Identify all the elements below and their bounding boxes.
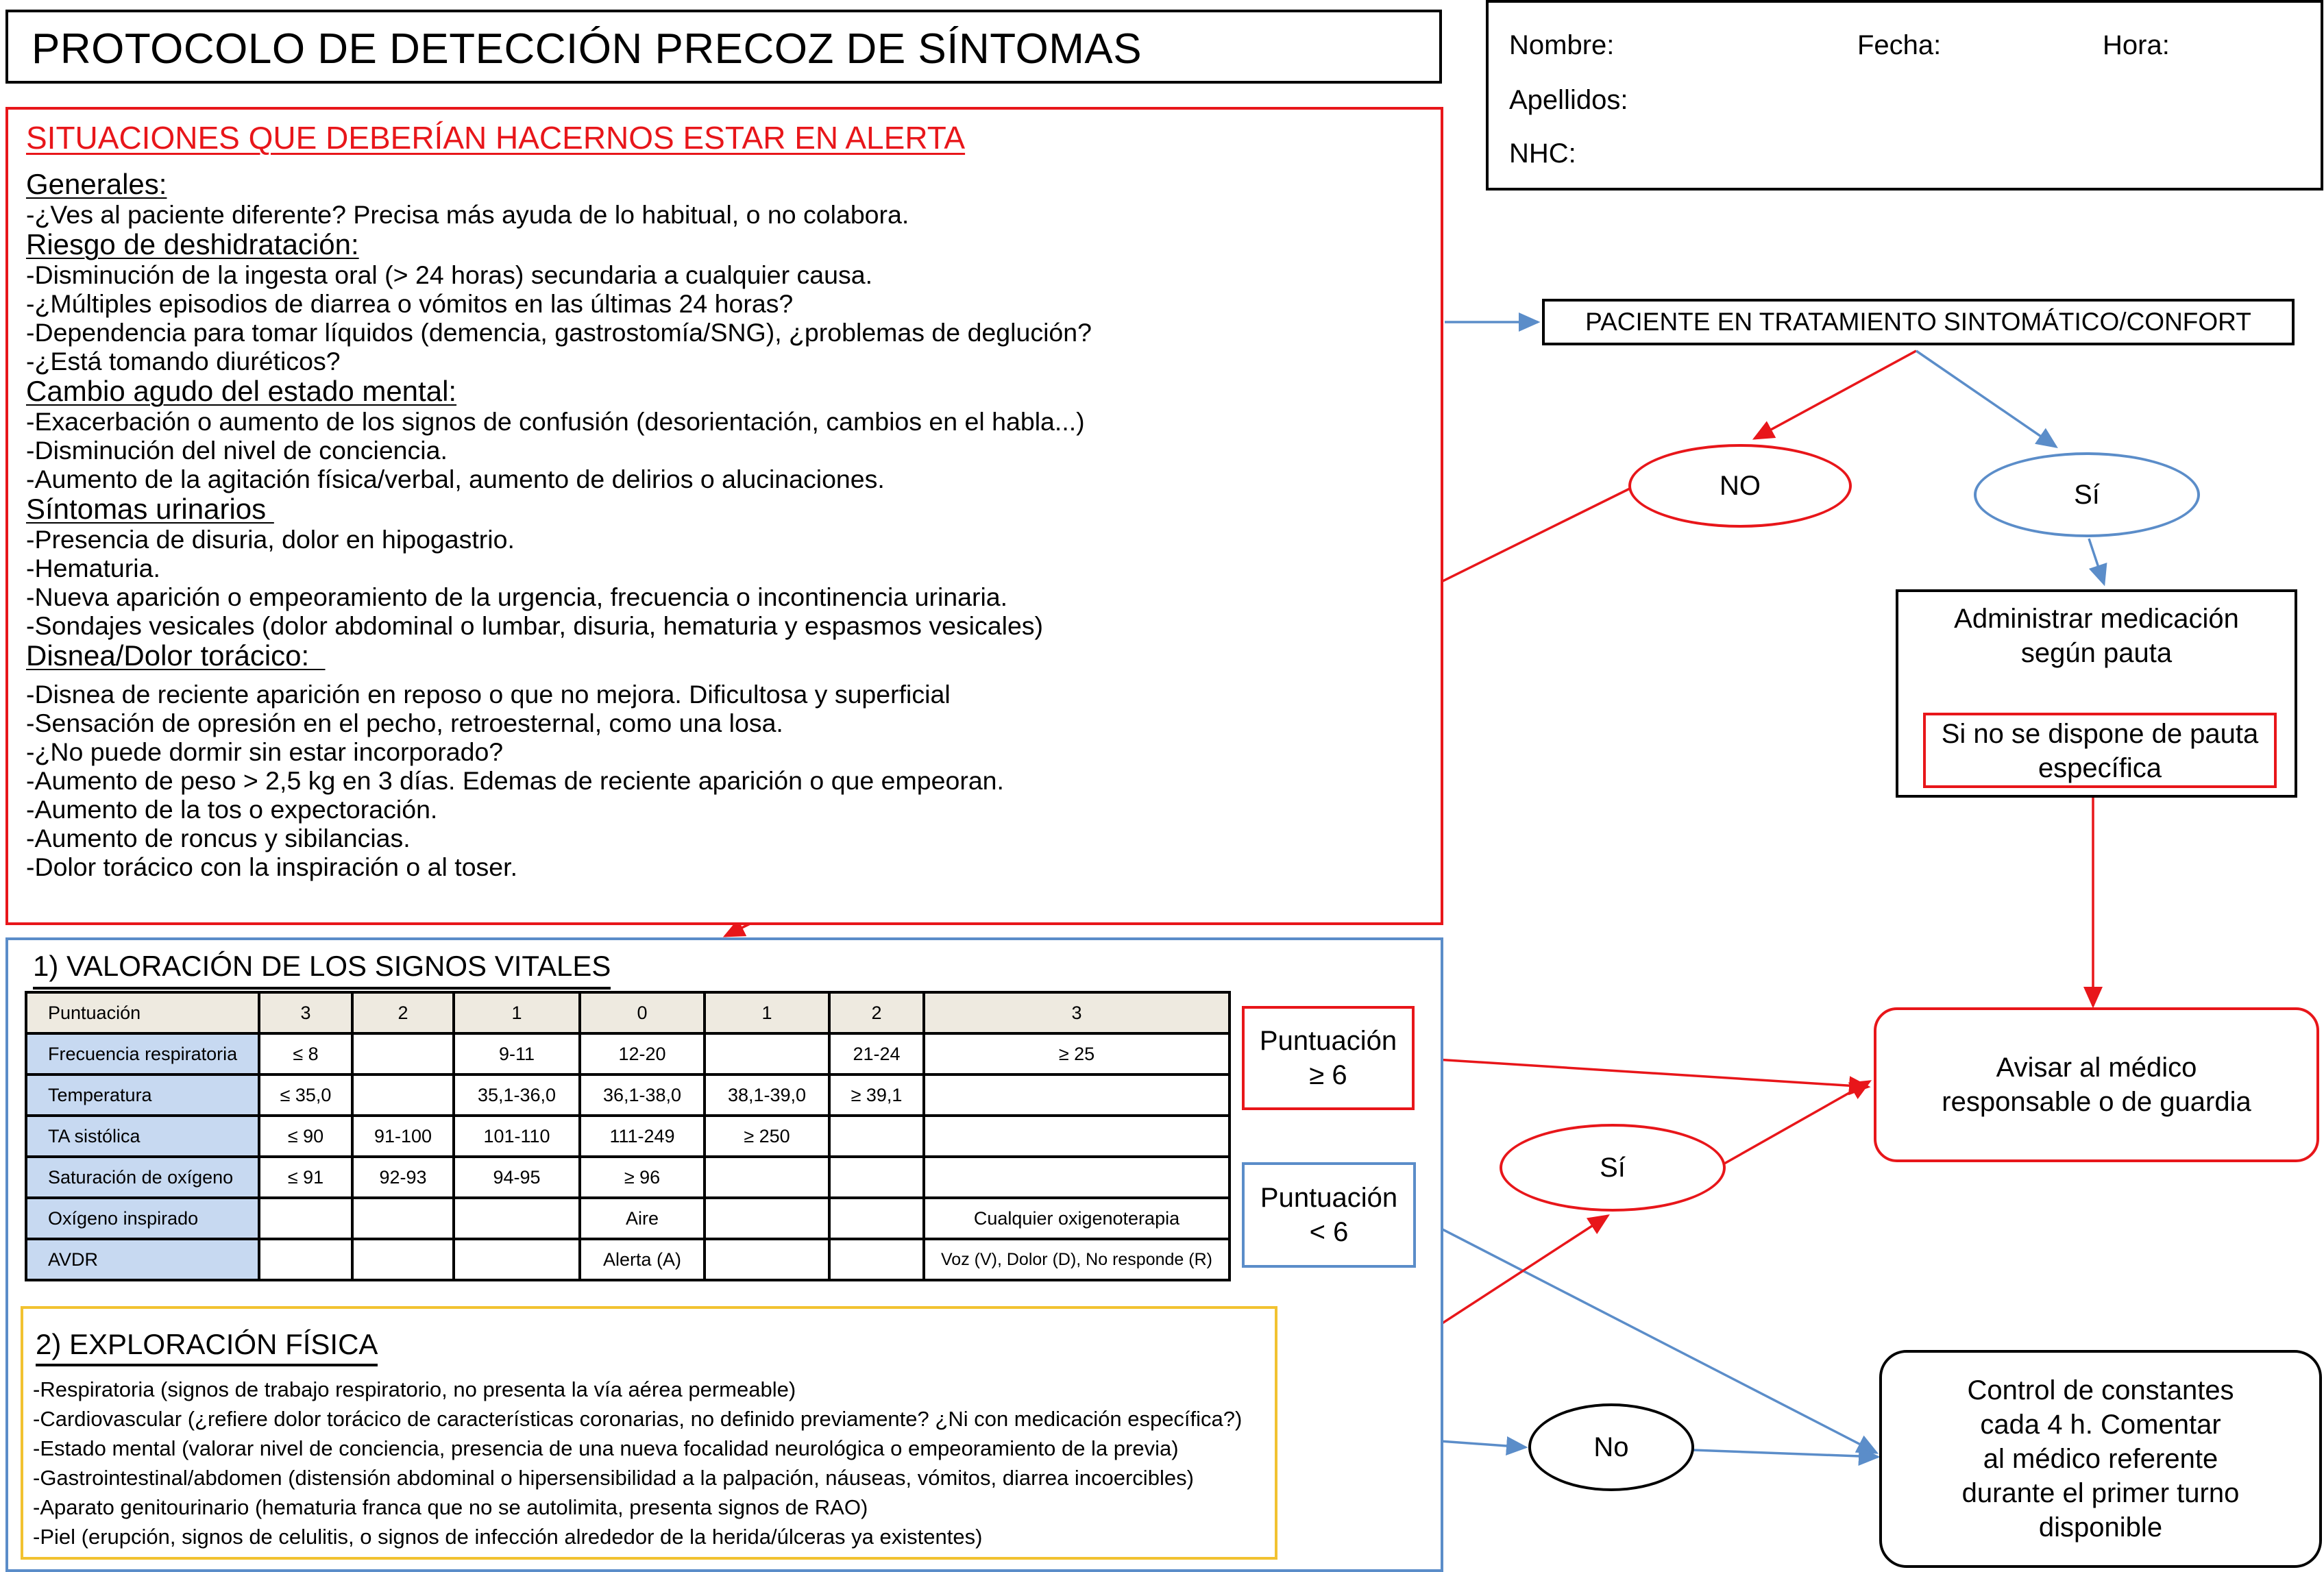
alert-line: -¿Múltiples episodios de diarrea o vómitos en las últimas 24 horas?: [26, 289, 794, 318]
alert-line: -Disminución de la ingesta oral (> 24 horas) secundaria a cualquier causa.: [26, 260, 873, 289]
exam-line: -Respiratoria (signos de trabajo respiratorio, no presenta la vía aérea permeable): [33, 1377, 796, 1401]
section-title: Generales:: [26, 168, 167, 200]
table-cell: ≤ 90: [259, 1116, 352, 1157]
administrar-line-2: según pauta: [2020, 638, 2173, 668]
table-cell: 111-249: [580, 1116, 705, 1157]
table-header-cell: 3: [259, 992, 352, 1033]
decision-si-upper: [1974, 452, 2200, 537]
puntuacion-ge6-line-2: ≥ 6: [1309, 1060, 1347, 1090]
control-line-5: disponible: [2038, 1512, 2163, 1543]
alert-line: -Presencia de disuria, dolor en hipogastrio.: [26, 525, 515, 554]
table-cell: [924, 1116, 1230, 1157]
table-cell: ≤ 91: [259, 1157, 352, 1198]
table-cell: [705, 1157, 829, 1198]
avisar-medico-box: [1874, 1007, 2319, 1162]
alert-line: -Hematuria.: [26, 554, 160, 582]
control-line-2: cada 4 h. Comentar: [1980, 1410, 2221, 1440]
table-header-cell: 0: [580, 992, 705, 1033]
table-cell: [829, 1157, 924, 1198]
table-cell: ≤ 8: [259, 1033, 352, 1074]
table-cell: ≥ 96: [580, 1157, 705, 1198]
table-header-row: [26, 992, 1230, 1033]
hora-label: Hora:: [2103, 30, 2170, 60]
table-header-cell: 2: [352, 992, 454, 1033]
table-row-label: Oxígeno inspirado: [26, 1198, 259, 1239]
table-cell: 38,1-39,0: [705, 1074, 829, 1116]
paciente-tratamiento-box: [1542, 299, 2295, 345]
table-cell: 101-110: [454, 1116, 580, 1157]
decision-si-lower-label: Sí: [1600, 1153, 1626, 1183]
table-row-label: Temperatura: [26, 1074, 259, 1116]
vital-signs-table: [25, 991, 1231, 1281]
table-cell: [454, 1198, 580, 1239]
table-row: [26, 1198, 1230, 1239]
avisar-line-1: Avisar al médico: [1996, 1053, 2197, 1083]
control-line-1: Control de constantes: [1967, 1375, 2234, 1405]
patient-info-box: [1486, 0, 2323, 191]
table-cell: [924, 1157, 1230, 1198]
table-row: [26, 1239, 1230, 1280]
alert-line: -Aumento de la agitación física/verbal, aumento de delirios o alucinaciones.: [26, 465, 885, 493]
table-cell: [705, 1239, 829, 1280]
exam-line: -Piel (erupción, signos de celulitis, o signos de infección alrededor de la herida/úlceras ya existentes): [33, 1525, 983, 1549]
puntuacion-lt6-line-1: Puntuación: [1260, 1183, 1398, 1213]
table-cell: ≥ 25: [924, 1033, 1230, 1074]
table-cell: Voz (V), Dolor (D), No responde (R): [924, 1239, 1230, 1280]
table-cell: [705, 1198, 829, 1239]
alert-line: -Sondajes vesicales (dolor abdominal o lumbar, disuria, hematuria y espasmos vesicales): [26, 611, 1044, 640]
table-cell: [829, 1116, 924, 1157]
table-cell: [352, 1033, 454, 1074]
table-cell: ≤ 35,0: [259, 1074, 352, 1116]
decision-si-lower: [1500, 1124, 1726, 1212]
alert-heading: SITUACIONES QUE DEBERÍAN HACERNOS ESTAR EN ALERTA: [26, 120, 966, 156]
pauta-line-2: específica: [2038, 753, 2162, 783]
alert-line: -¿No puede dormir sin estar incorporado?: [26, 737, 504, 766]
decision-no-upper: [1628, 444, 1852, 528]
table-row-label: Frecuencia respiratoria: [26, 1033, 259, 1074]
arrow-si-to-administrar: [2089, 539, 2104, 584]
table-row: [26, 1074, 1230, 1116]
puntuacion-ge6-box: [1242, 1006, 1415, 1110]
table-cell: 36,1-38,0: [580, 1074, 705, 1116]
section-title: Disnea/Dolor torácico:: [26, 639, 326, 672]
nombre-label: Nombre:: [1509, 30, 1615, 60]
table-cell: [829, 1198, 924, 1239]
alert-line: -¿Ves al paciente diferente? Precisa más ayuda de lo habitual, o no colabora.: [26, 200, 909, 229]
table-cell: 12-20: [580, 1033, 705, 1074]
table-cell: 21-24: [829, 1033, 924, 1074]
apellidos-label: Apellidos:: [1509, 85, 1628, 115]
table-cell: Cualquier oxigenoterapia: [924, 1198, 1230, 1239]
page-title: PROTOCOLO DE DETECCIÓN PRECOZ DE SÍNTOMAS: [32, 25, 1142, 73]
table-row-label: AVDR: [26, 1239, 259, 1280]
fecha-label: Fecha:: [1857, 30, 1942, 60]
table-header-cell: 3: [924, 992, 1230, 1033]
alert-line: -Aumento de roncus y sibilancias.: [26, 824, 411, 852]
table-cell: [454, 1239, 580, 1280]
table-cell: [352, 1239, 454, 1280]
table-row: [26, 1033, 1230, 1074]
physical-exam-heading: 2) EXPLORACIÓN FÍSICA: [36, 1328, 378, 1366]
table-cell: [259, 1239, 352, 1280]
table-cell: [259, 1198, 352, 1239]
puntuacion-lt6-box: [1242, 1162, 1416, 1268]
table-row-label: Saturación de oxígeno: [26, 1157, 259, 1198]
exam-line: -Estado mental (valorar nivel de conciencia, presencia de una nueva focalidad neurológica o empeoramiento de la previa): [33, 1436, 1179, 1460]
paciente-tratamiento-label: PACIENTE EN TRATAMIENTO SINTOMÁTICO/CONFORT: [1585, 308, 2251, 336]
alert-line: -Aumento de la tos o expectoración.: [26, 795, 438, 824]
alert-line: -Disminución del nivel de conciencia.: [26, 436, 448, 465]
control-constantes-box: [1879, 1350, 2322, 1568]
table-header-cell: 2: [829, 992, 924, 1033]
arrow-silower-to-avisar: [1724, 1081, 1870, 1164]
section-title: Síntomas urinarios: [26, 493, 274, 525]
table-row: [26, 1116, 1230, 1157]
arrow-nolower-to-control: [1693, 1450, 1878, 1457]
alert-line: -Nueva aparición o empeoramiento de la urgencia, frecuencia o incontinencia urinaria.: [26, 582, 1008, 611]
avisar-line-2: responsable o de guardia: [1942, 1087, 2251, 1117]
alert-line: -Sensación de opresión en el pecho, retroesternal, como una losa.: [26, 709, 783, 737]
decision-no-lower: [1528, 1403, 1694, 1491]
control-line-4: durante el primer turno: [1961, 1478, 2240, 1508]
alert-situations-box: [5, 107, 1443, 925]
exam-line: -Aparato genitourinario (hematuria franca que no se autolimita, presenta signos de RAO): [33, 1495, 868, 1519]
table-cell: 35,1-36,0: [454, 1074, 580, 1116]
administrar-medicacion-box: [1896, 589, 2297, 798]
decision-si-upper-label: Sí: [2074, 480, 2100, 510]
alert-line: -¿Está tomando diuréticos?: [26, 347, 341, 376]
nhc-label: NHC:: [1509, 138, 1576, 169]
table-row: [26, 1157, 1230, 1198]
section-title: Cambio agudo del estado mental:: [26, 375, 457, 407]
table-cell: [352, 1074, 454, 1116]
alert-line: -Disnea de reciente aparición en reposo o que no mejora. Dificultosa y superficial: [26, 680, 951, 709]
table-cell: Alerta (A): [580, 1239, 705, 1280]
puntuacion-ge6-line-1: Puntuación: [1259, 1026, 1397, 1056]
decision-no-lower-label: No: [1593, 1432, 1629, 1462]
table-cell: 92-93: [352, 1157, 454, 1198]
table-cell: ≥ 250: [705, 1116, 829, 1157]
arrow-ge6-to-avisar: [1415, 1058, 1868, 1087]
pauta-line-1: Si no se dispone de pauta: [1941, 719, 2259, 749]
section-title: Riesgo de deshidratación:: [26, 228, 359, 260]
exam-line: -Cardiovascular (¿refiere dolor torácico de características coronarias, no definido previamente? ¿Ni con medicación específica?): [33, 1407, 1243, 1431]
alert-line: -Dolor torácico con la inspiración o al toser.: [26, 852, 518, 881]
table-cell: 91-100: [352, 1116, 454, 1157]
arrow-paciente-to-no: [1754, 351, 1916, 439]
arrow-paciente-to-si: [1916, 351, 2056, 447]
pauta-especifica-box: [1923, 713, 2277, 788]
table-cell: 94-95: [454, 1157, 580, 1198]
table-row-label: TA sistólica: [26, 1116, 259, 1157]
control-line-3: al médico referente: [1983, 1444, 2218, 1474]
table-cell: [829, 1239, 924, 1280]
table-header-cell: Puntuación: [26, 992, 259, 1033]
table-cell: 9-11: [454, 1033, 580, 1074]
table-cell: ≥ 39,1: [829, 1074, 924, 1116]
physical-exam-box: [21, 1306, 1277, 1560]
table-cell: [924, 1074, 1230, 1116]
table-cell: Aire: [580, 1198, 705, 1239]
title-box: [5, 10, 1442, 84]
decision-no-upper-label: NO: [1720, 471, 1761, 501]
exam-line: -Gastrointestinal/abdomen (distensión abdominal o hipersensibilidad a la palpación, náuseas, vómitos, diarrea incoercibles): [33, 1466, 1194, 1490]
alert-line: -Aumento de peso > 2,5 kg en 3 días. Edemas de reciente aparición o que empeoran.: [26, 766, 1004, 795]
alert-content: [26, 169, 1427, 881]
table-cell: [705, 1033, 829, 1074]
administrar-line-1: Administrar medicación: [1954, 604, 2239, 634]
vital-signs-heading: 1) VALORACIÓN DE LOS SIGNOS VITALES: [33, 950, 611, 990]
alert-line: -Exacerbación o aumento de los signos de confusión (desorientación, cambios en el habla...): [26, 407, 1085, 436]
table-cell: [352, 1198, 454, 1239]
table-header-cell: 1: [454, 992, 580, 1033]
table-header-cell: 1: [705, 992, 829, 1033]
physical-exam-content: [33, 1375, 1242, 1551]
alert-line: -Dependencia para tomar líquidos (demencia, gastrostomía/SNG), ¿problemas de deglución?: [26, 318, 1092, 347]
puntuacion-lt6-line-2: < 6: [1309, 1217, 1349, 1247]
